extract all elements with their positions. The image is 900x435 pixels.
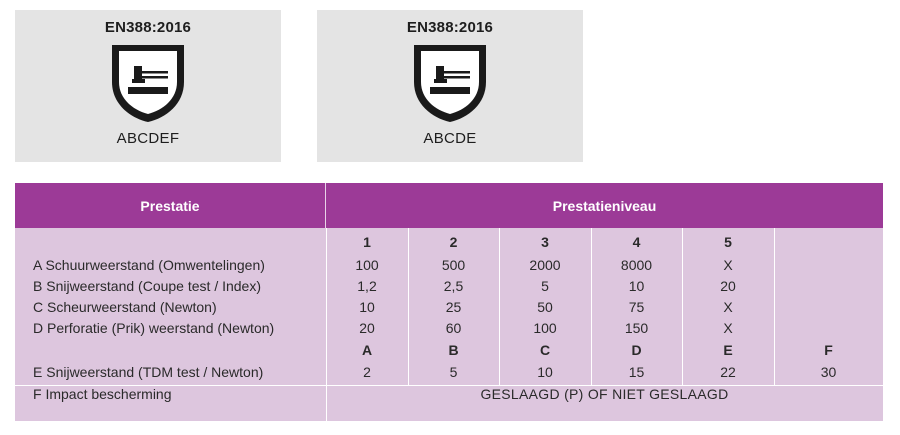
table-row (15, 317, 883, 338)
shield-hammer-icon (410, 42, 490, 124)
level-cell: C (539, 342, 551, 358)
table-row (15, 383, 883, 405)
value-cell: 75 (628, 298, 645, 315)
level-cell: 2 (449, 234, 458, 250)
value-cell (774, 296, 883, 317)
value-cell: 30 (820, 364, 837, 380)
performance-code: ABCDE (423, 130, 477, 147)
row-label: A Schuurweerstand (Omwentelingen) (33, 256, 265, 273)
row-label: E Snijweerstand (TDM test / Newton) (33, 364, 264, 380)
impact-result: GESLAAGD (P) OF NIET GESLAAGD (480, 386, 729, 402)
table-header (15, 183, 883, 228)
certification-card-2 (317, 10, 583, 162)
performance-table (15, 183, 883, 421)
value-cell: 2 (363, 364, 371, 380)
value-cell: X (723, 256, 733, 273)
table-row (15, 232, 883, 252)
row-label: C Scheurweerstand (Newton) (33, 298, 217, 315)
value-cell: 10 (537, 364, 553, 380)
level-cell: E (723, 342, 733, 358)
value-cell: 5 (449, 364, 458, 380)
row-label: B Snijweerstand (Coupe test / Index) (33, 277, 262, 294)
level-cell: F (824, 342, 833, 358)
value-cell: 10 (628, 277, 645, 294)
value-cell: 5 (541, 277, 549, 294)
value-cell (774, 317, 883, 338)
table-row (15, 296, 883, 317)
value-cell: 22 (720, 364, 736, 380)
value-cell: 100 (533, 319, 557, 336)
value-cell: 20 (359, 319, 375, 336)
value-cell: 500 (441, 256, 466, 273)
value-cell: 1,2 (357, 277, 377, 294)
value-cell: 20 (720, 277, 736, 294)
table-row (15, 275, 883, 296)
header-prestatie: Prestatie (15, 183, 326, 228)
header-prestatieniveau: Prestatieniveau (552, 197, 657, 214)
level-cell: 4 (632, 234, 641, 250)
level-cell: D (631, 342, 642, 358)
value-cell: 2,5 (443, 277, 464, 294)
performance-code: ABCDEF (116, 130, 180, 147)
value-cell: 60 (445, 319, 462, 336)
standard-label: EN388:2016 (406, 19, 494, 36)
value-cell: 100 (355, 256, 379, 273)
level-cell: 1 (363, 234, 371, 250)
level-cell: 3 (541, 234, 549, 250)
row-label: D Perforatie (Prik) weerstand (Newton) (33, 319, 275, 336)
certification-card-1 (15, 10, 281, 162)
value-cell (774, 254, 883, 275)
standard-label: EN388:2016 (104, 19, 192, 36)
level-cell: B (448, 342, 459, 358)
level-cell: A (361, 342, 373, 358)
value-cell: 15 (628, 364, 645, 380)
value-cell: X (723, 298, 733, 315)
value-cell: 150 (624, 319, 649, 336)
value-cell: 50 (537, 298, 553, 315)
value-cell: 8000 (620, 256, 653, 273)
table-row (15, 361, 883, 383)
value-cell: 25 (445, 298, 462, 315)
table-row (15, 254, 883, 275)
value-cell: 10 (359, 298, 375, 315)
shield-hammer-icon (108, 42, 188, 124)
level-cell (774, 232, 883, 252)
row-label: F Impact bescherming (33, 386, 172, 402)
value-cell (774, 275, 883, 296)
value-cell: X (723, 319, 733, 336)
value-cell: 2000 (529, 256, 561, 273)
table-row (15, 339, 883, 361)
level-cell: 5 (724, 234, 732, 250)
